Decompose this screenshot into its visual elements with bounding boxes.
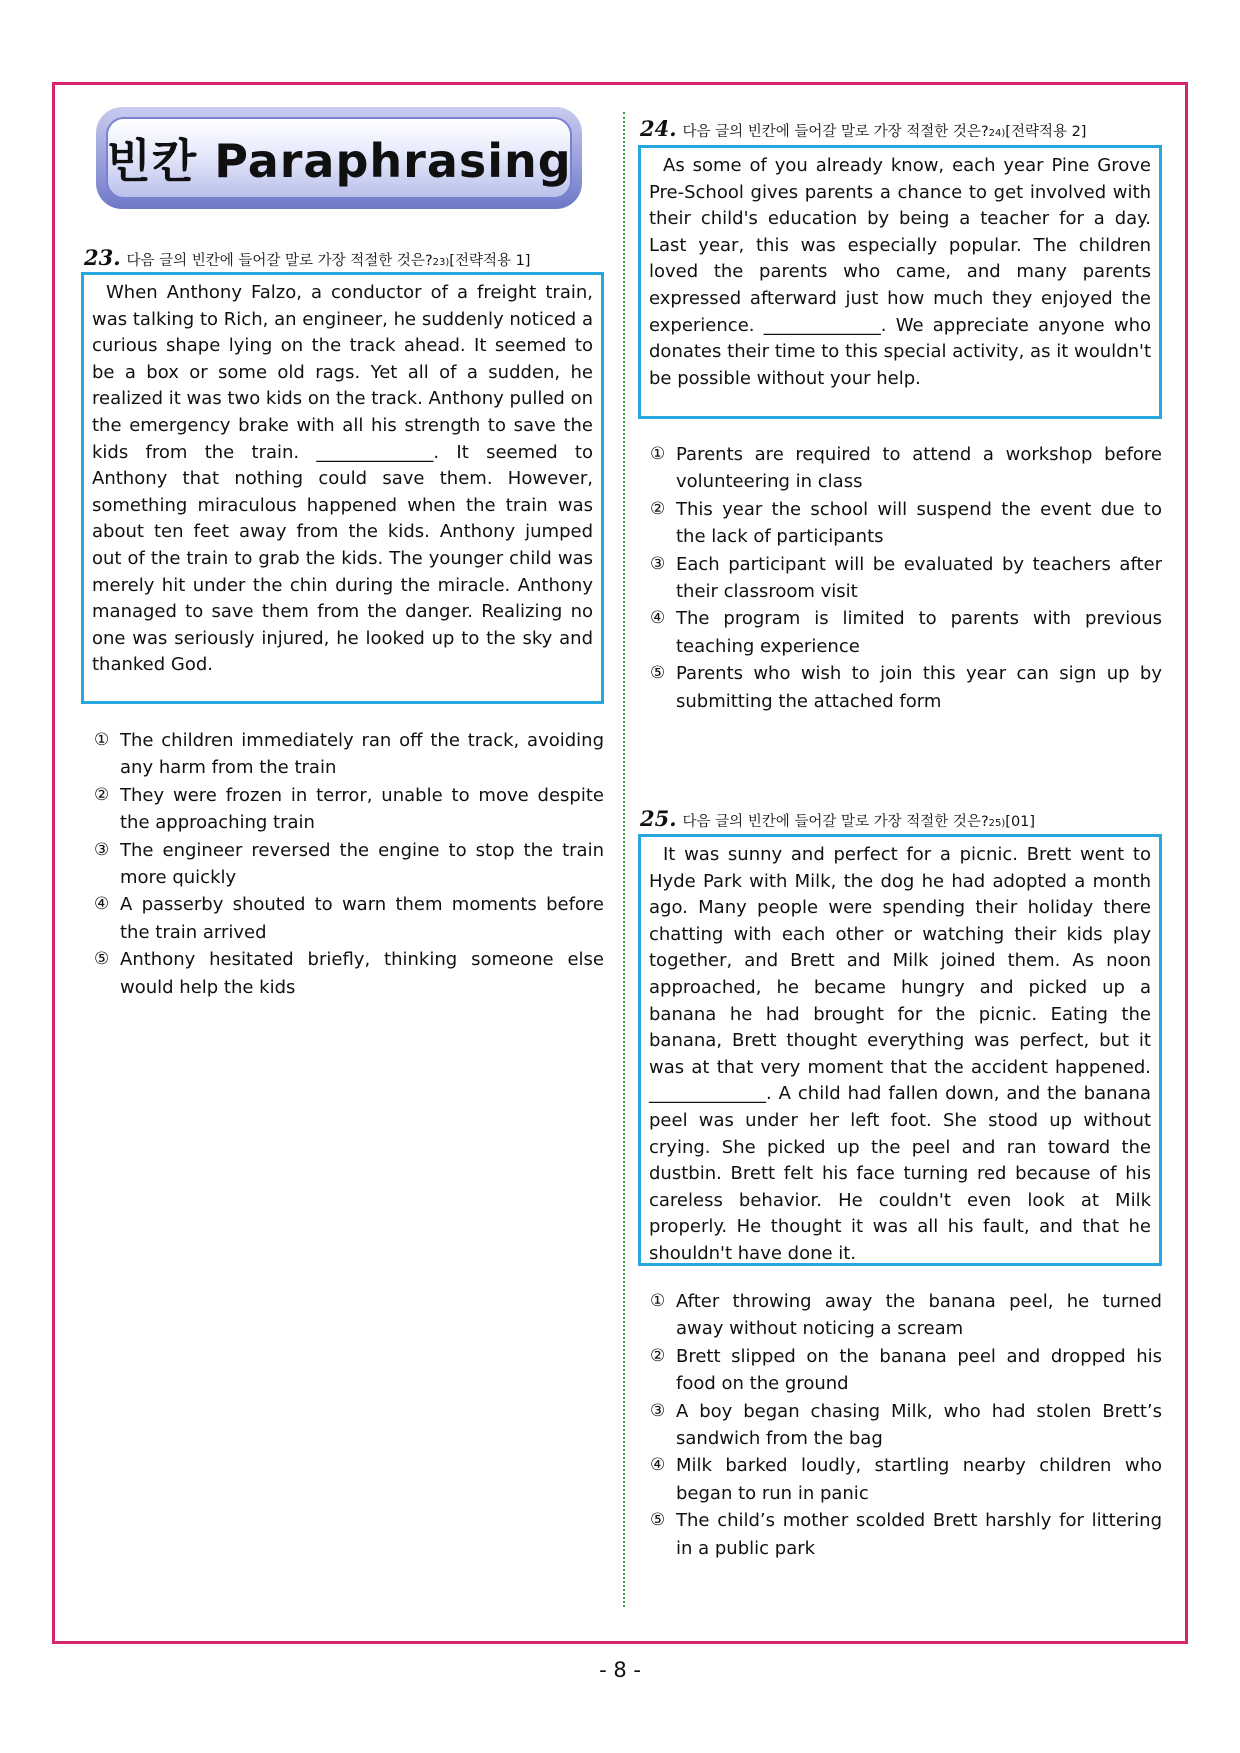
question-23-footnote: 23) bbox=[432, 257, 450, 268]
question-25-prompt: 다음 글의 빈칸에 들어갈 말로 가장 적절한 것은? bbox=[682, 814, 989, 830]
question-23-choice-5[interactable]: ⑤ Anthony hesitated briefly, thinking someone else would help the kids bbox=[94, 949, 604, 998]
page-number: - 8 - bbox=[599, 1658, 641, 1682]
question-23-heading bbox=[84, 245, 530, 270]
question-25-passage-box bbox=[638, 834, 1162, 1266]
question-25-choice-1[interactable]: ① After throwing away the banana peel, he turned away without noticing a scream bbox=[650, 1291, 1162, 1340]
question-23-prompt: 다음 글의 빈칸에 들어갈 말로 가장 적절한 것은? bbox=[126, 253, 433, 269]
question-23-choice-2[interactable]: ② They were frozen in terror, unable to move despite the approaching train bbox=[94, 784, 604, 834]
question-25-choices bbox=[650, 1288, 1162, 1562]
question-25-choice-4[interactable]: ④ Milk barked loudly, startling nearby children who began to run in panic bbox=[650, 1455, 1162, 1504]
question-23-passage: When Anthony Falzo, a conductor of a freight train, was talking to Rich, an engineer, he suddenly noticed a curious shape lying on the track ahead. It seemed to be a box or some old rags. Yet all of a sudden, he realized it was two kids on the track. Anthony pulled on the emergency brake with all his strength to save the kids from the train. _____________. It seemed to Anthony that nothing could save them. However, something miraculous happened when the train was about ten feet away from the kids. Anthony jumped out of the train to grab the kids. The younger child was merely hit under the chin during the miracle. Anthony managed to save them from the danger. Realizing no one was seriously injured, he looked up to the sky and thanked God. bbox=[92, 282, 593, 676]
question-23-source: [전략적용 1] bbox=[449, 253, 531, 269]
question-24-number: 24. bbox=[640, 116, 677, 141]
title-banner-inner bbox=[106, 117, 572, 199]
question-23-passage-box bbox=[81, 272, 604, 704]
title-banner bbox=[96, 107, 582, 209]
question-25-heading bbox=[640, 806, 1035, 831]
question-25-choice-2[interactable]: ② Brett slipped on the banana peel and dropped his food on the ground bbox=[650, 1345, 1162, 1395]
question-24-heading bbox=[640, 116, 1086, 141]
question-25-footnote: 25) bbox=[988, 818, 1006, 829]
question-24-choice-4[interactable]: ④ The program is limited to parents with previous teaching experience bbox=[650, 608, 1162, 657]
question-25-number: 25. bbox=[640, 806, 677, 831]
question-24-choice-5[interactable]: ⑤ Parents who wish to join this year can sign up by submitting the attached form bbox=[650, 663, 1162, 712]
question-24-choice-1[interactable]: ① Parents are required to attend a workshop before volunteering in class bbox=[650, 444, 1162, 493]
page-title: 빈칸 Paraphrasing bbox=[106, 134, 572, 188]
question-24-passage-box bbox=[638, 145, 1162, 419]
question-23-choice-3[interactable]: ③ The engineer reversed the engine to stop the train more quickly bbox=[94, 839, 604, 889]
question-24-choices bbox=[650, 441, 1162, 715]
question-25-passage: It was sunny and perfect for a picnic. Brett went to Hyde Park with Milk, the dog he had adopted a month ago. Many people were spending their holiday there chatting with each other or watching their kids play together, and Brett and Milk joined them. As noon approached, he became hungry and picked up a banana he had brought for the picnic. Eating the banana, Brett thought everything was perfect, but it was at that very moment that the accident happened. _____________. A child had fallen down, and the banana peel was under her left foot. She stood up without crying. She picked up the peel and ran toward the dustbin. Brett felt his face turning red because of his careless behavior. He couldn't even look at Milk properly. He thought it was all his fault, and that he shouldn't have done it. bbox=[649, 844, 1151, 1264]
question-25-choice-3[interactable]: ③ A boy began chasing Milk, who had stolen Brett’s sandwich from the bag bbox=[650, 1400, 1162, 1450]
question-25-choice-5[interactable]: ⑤ The child’s mother scolded Brett harshly for littering in a public park bbox=[650, 1510, 1162, 1559]
question-23-number: 23. bbox=[84, 245, 121, 270]
question-25-source: [01] bbox=[1005, 814, 1036, 830]
question-24-prompt: 다음 글의 빈칸에 들어갈 말로 가장 적절한 것은? bbox=[682, 124, 989, 140]
column-divider bbox=[623, 112, 625, 1607]
question-23-choice-4[interactable]: ④ A passerby shouted to warn them moments before the train arrived bbox=[94, 894, 604, 943]
question-24-source: [전략적용 2] bbox=[1005, 124, 1087, 140]
question-24-passage: As some of you already know, each year Pine Grove Pre-School gives parents a chance to get involved with their child's education by being a teacher for a day. Last year, this was especially popular. The children loved the parents who came, and many parents expressed afterward just how much they enjoyed the experience. _____________. We appreciate anyone who donates their time to this special activity, as it wouldn't be possible without your help. bbox=[649, 155, 1151, 389]
question-24-choice-3[interactable]: ③ Each participant will be evaluated by teachers after their classroom visit bbox=[650, 553, 1162, 603]
question-23-choices bbox=[94, 727, 604, 1001]
question-23-choice-1[interactable]: ① The children immediately ran off the track, avoiding any harm from the train bbox=[94, 730, 604, 779]
question-24-choice-2[interactable]: ② This year the school will suspend the event due to the lack of participants bbox=[650, 498, 1162, 548]
question-24-footnote: 24) bbox=[988, 128, 1006, 139]
